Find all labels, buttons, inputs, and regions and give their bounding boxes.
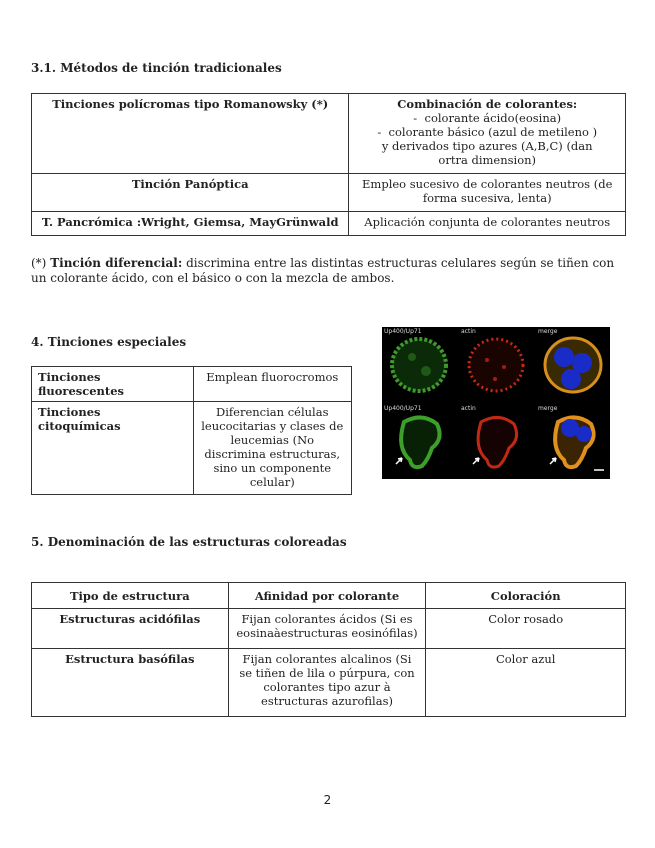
cell-heading: Combinación de colorantes: bbox=[397, 97, 578, 111]
table-cell: Diferencian células leucocitarias y clases de leucemias (No discrimina estructuras, sino un componente celular) bbox=[193, 402, 351, 495]
section-4-title: 4. Tinciones especiales bbox=[31, 335, 187, 349]
panel-label: Up400/Up71 bbox=[384, 328, 422, 335]
micrograph-panel-red bbox=[459, 327, 533, 400]
section-3-1-title: 3.1. Métodos de tinción tradicionales bbox=[31, 61, 282, 75]
panel-label: merge bbox=[538, 328, 558, 335]
footnote bbox=[31, 256, 629, 286]
table-cell: Empleo sucesivo de colorantes neutros (de forma sucesiva, lenta) bbox=[349, 174, 626, 212]
list-item-text: y derivados tipo azures (A,B,C) (dan ortra dimension) bbox=[381, 139, 593, 167]
table-cell: Fijan colorantes alcalinos (Si se tiñen de lila o púrpura, con colorantes tipo azur à estructuras azurofilas) bbox=[228, 649, 426, 717]
page-number: 2 bbox=[323, 793, 332, 807]
micrograph-panel-green bbox=[382, 327, 456, 400]
list-item-text: colorante básico (azul de metileno ) bbox=[388, 125, 598, 139]
column-header: Coloración bbox=[426, 583, 626, 609]
table-cell: Estructura basófilas bbox=[32, 649, 229, 717]
table-row bbox=[32, 649, 626, 717]
table-header-row bbox=[32, 583, 626, 609]
micrograph-panel-merge bbox=[536, 404, 610, 477]
section-5-title: 5. Denominación de las estructuras coloreadas bbox=[31, 535, 347, 549]
table-row bbox=[32, 174, 626, 212]
table-cell: Color rosado bbox=[426, 609, 626, 649]
panel-label: actin bbox=[461, 405, 476, 412]
table-cell: Aplicación conjunta de colorantes neutros bbox=[349, 212, 626, 236]
footnote-marker: (*) bbox=[31, 256, 47, 270]
table-cell: Tinciones fluorescentes bbox=[32, 367, 194, 402]
table-row bbox=[32, 94, 626, 174]
panel-label: actin bbox=[461, 328, 476, 335]
stained-structures-table bbox=[31, 582, 626, 717]
table-cell bbox=[349, 94, 626, 174]
panel-label: merge bbox=[538, 405, 558, 412]
micrograph-panel-red bbox=[459, 404, 533, 477]
traditional-staining-table bbox=[31, 93, 626, 236]
table-cell: Estructuras acidófilas bbox=[32, 609, 229, 649]
footnote-term: Tinción diferencial: bbox=[50, 256, 183, 270]
table-cell: Tinción Panóptica bbox=[32, 174, 349, 212]
special-staining-table bbox=[31, 366, 352, 495]
table-row bbox=[32, 402, 352, 495]
fluorescence-micrograph-figure bbox=[382, 327, 610, 479]
table-row bbox=[32, 367, 352, 402]
table-cell: Color azul bbox=[426, 649, 626, 717]
list-item-text: colorante ácido(eosina) bbox=[424, 111, 562, 125]
table-cell: Fijan colorantes ácidos (Si es eosinaàestructuras eosinófilas) bbox=[228, 609, 426, 649]
list-item: - colorante ácido(eosina) bbox=[413, 111, 562, 125]
table-cell: Emplean fluorocromos bbox=[193, 367, 351, 402]
micrograph-panel-merge bbox=[536, 327, 610, 400]
micrograph-panel-green bbox=[382, 404, 456, 477]
table-row bbox=[32, 212, 626, 236]
table-row bbox=[32, 609, 626, 649]
table-cell: T. Pancrómica :Wright, Giemsa, MayGrünwald bbox=[32, 212, 349, 236]
list-item bbox=[355, 139, 619, 167]
column-header: Afinidad por colorante bbox=[228, 583, 426, 609]
table-cell: Tinciones polícromas tipo Romanowsky (*) bbox=[32, 94, 349, 174]
footnote-text: discrimina entre las distintas estructuras celulares según se tiñen con un colorante ácido, con el básico o con la mezcla de ambos. bbox=[31, 256, 615, 285]
table-cell: Tinciones citoquímicas bbox=[32, 402, 194, 495]
list-item: - colorante básico (azul de metileno ) bbox=[377, 125, 598, 139]
panel-label: Up400/Up71 bbox=[384, 405, 422, 412]
column-header: Tipo de estructura bbox=[32, 583, 229, 609]
